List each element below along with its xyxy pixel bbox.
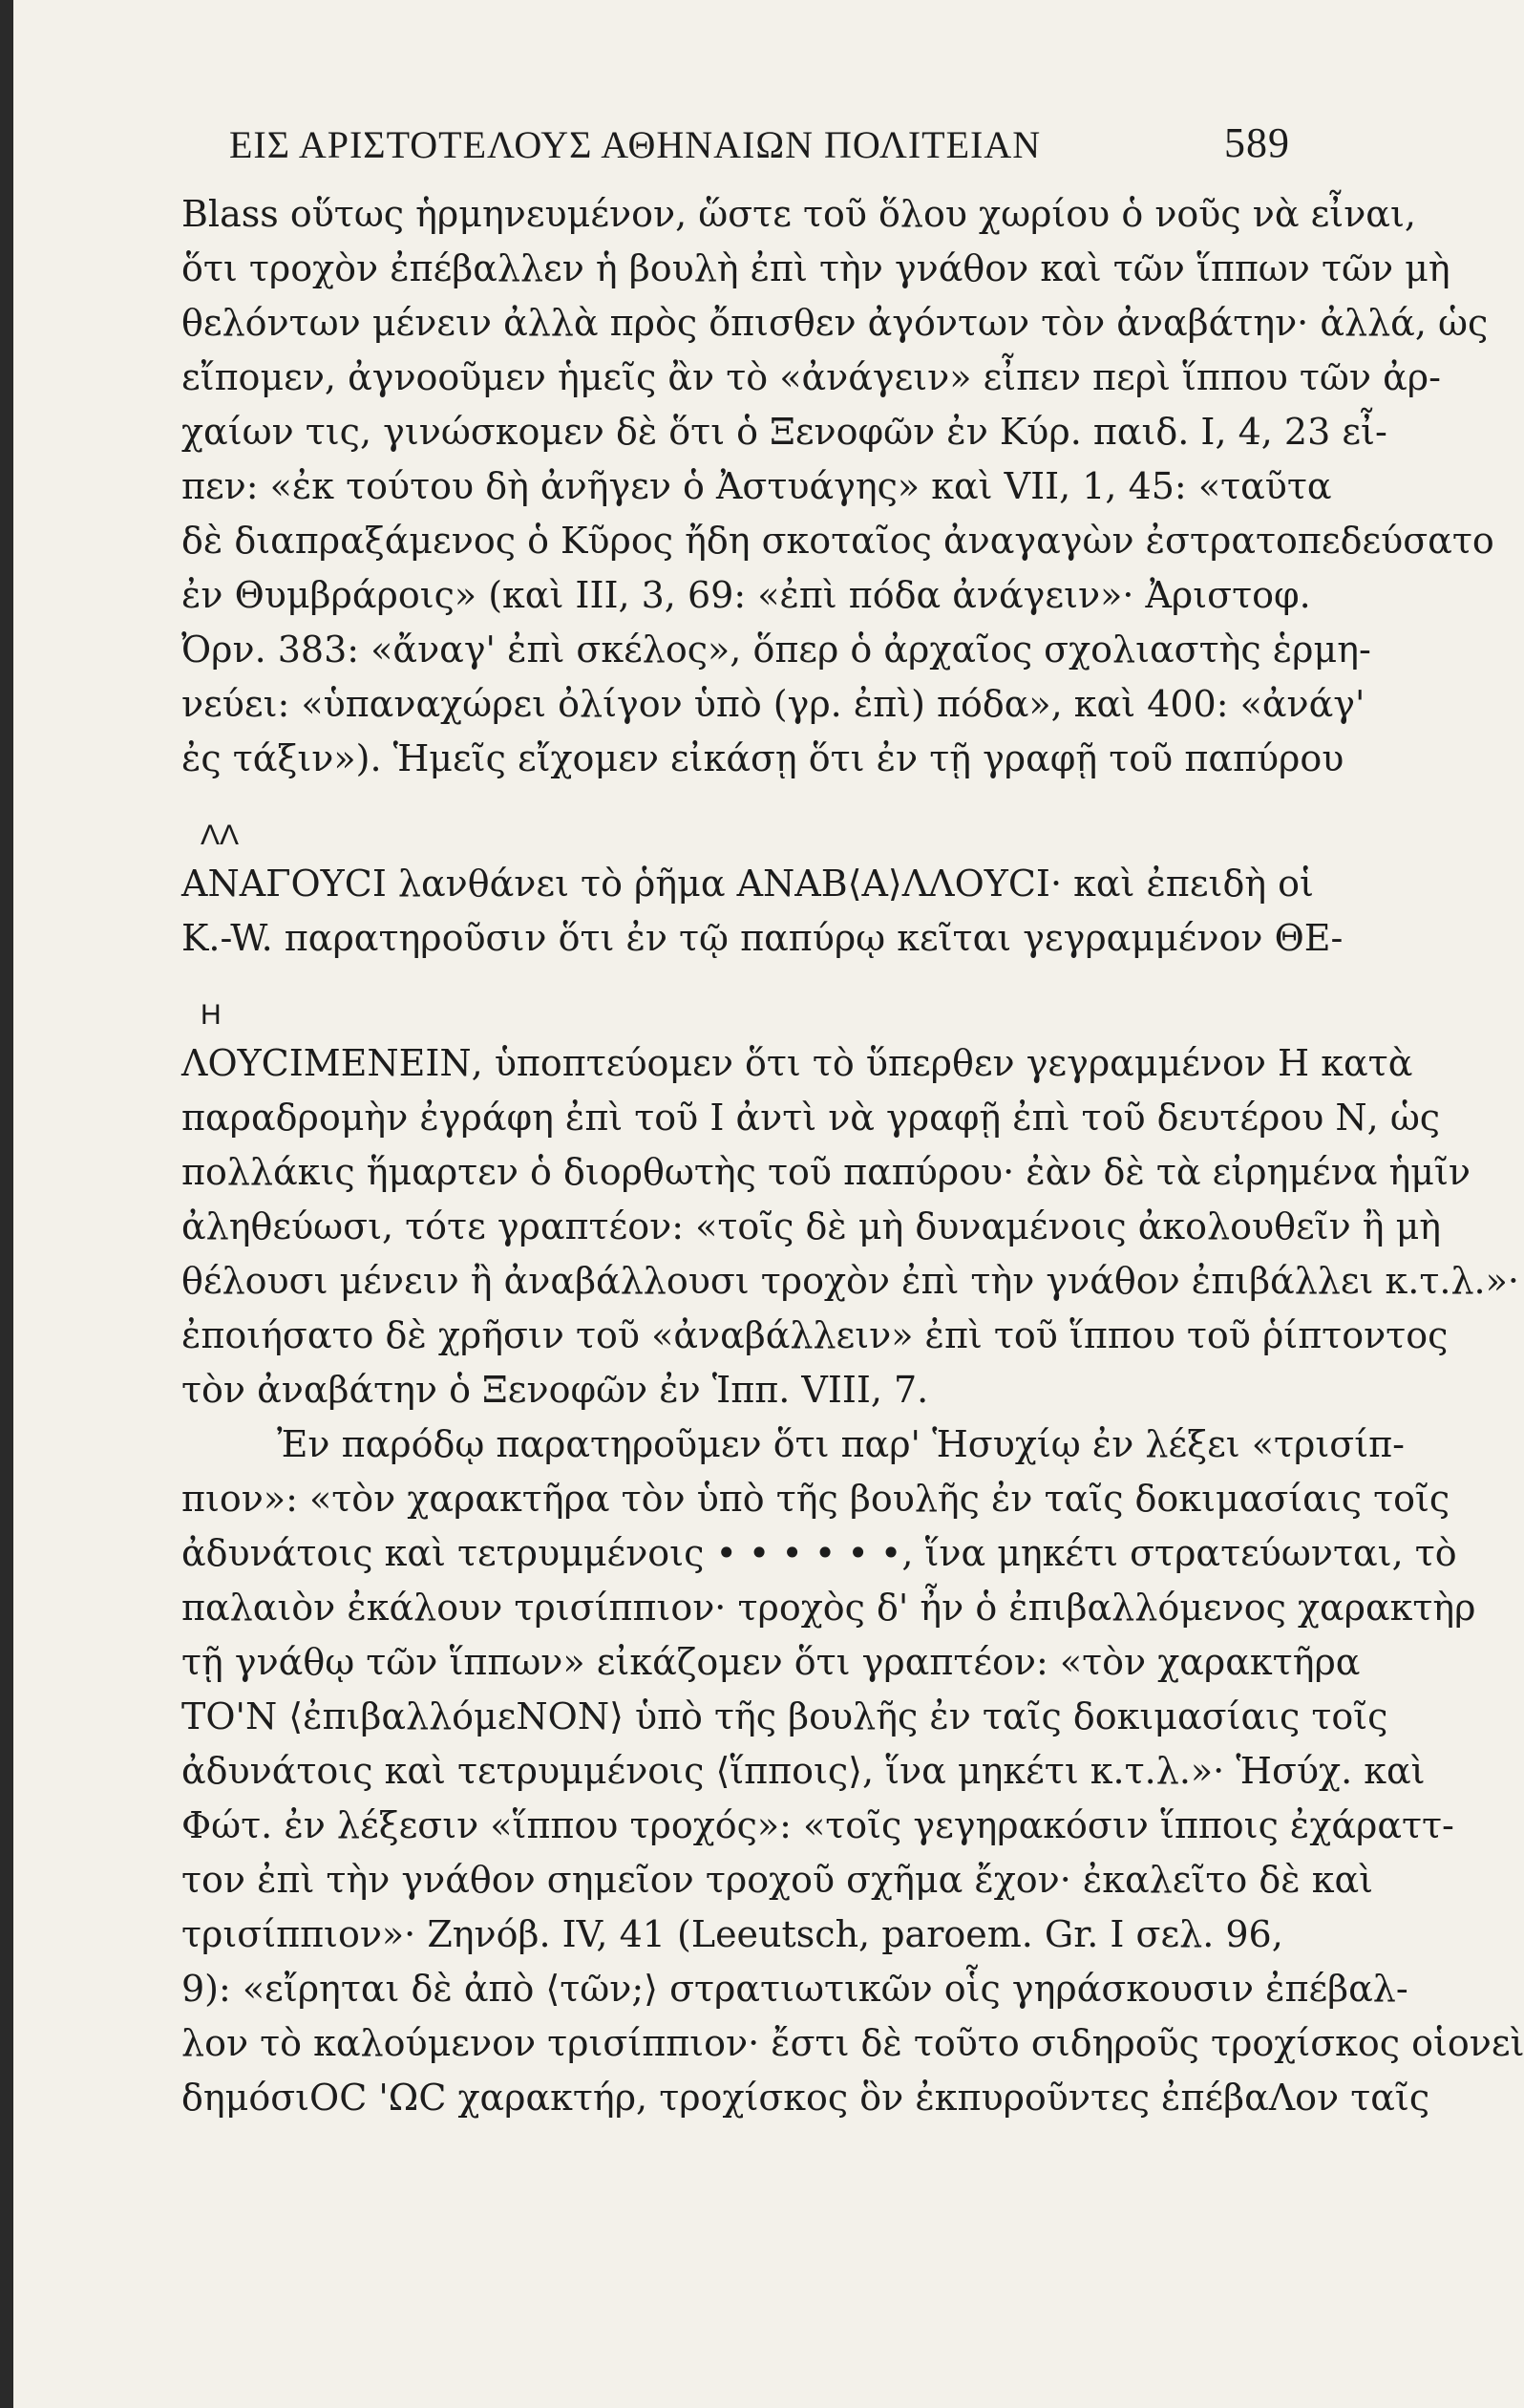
- text-line: ἐς τάξιν»). Ἡμεῖς εἴχομεν εἰκάσῃ ὅτι ἐν τῇ γραφῇ τοῦ παπύρου: [181, 737, 1344, 779]
- text-line: τρισίππιον»· Ζηνόβ. IV, 41 (Leeutsch, paroem. Gr. I σελ. 96,: [181, 1913, 1283, 1955]
- text-line: τὸν ἀναβάτην ὁ Ξενοφῶν ἐν Ἱππ. VIII, 7.: [181, 1369, 929, 1411]
- superscript-correction: Η: [201, 999, 222, 1031]
- text-line: πιον»: «τὸν χαρακτῆρα τὸν ὑπὸ τῆς βουλῆς ἐν ταῖς δοκιμασίαις τοῖς: [181, 1478, 1450, 1520]
- text-line: ἐποιήσατο δὲ χρῆσιν τοῦ «ἀναβάλλειν» ἐπὶ τοῦ ἵππου τοῦ ῥίπτοντος: [181, 1314, 1449, 1356]
- text-line: K.-W. παρατηροῦσιν ὅτι ἐν τῷ παπύρῳ κεῖται γεγραμμένον ΘΕ-: [181, 917, 1344, 959]
- paragraph-1: [181, 187, 1494, 786]
- text-line: Ἐν παρόδῳ παρατηροῦμεν ὅτι παρ' Ἡσυχίῳ ἐν λέξει «τρισίπ-: [277, 1423, 1405, 1465]
- paragraph-3: [181, 1036, 1519, 1417]
- scan-border: [0, 0, 13, 2408]
- text-line: θελόντων μένειν ἀλλὰ πρὸς ὄπισθεν ἀγόντων τὸν ἀναβάτην· ἀλλά, ὡς: [181, 302, 1489, 344]
- text-line: χαίων τις, γινώσκομεν δὲ ὅτι ὁ Ξενοφῶν ἐν Κύρ. παιδ. I, 4, 23 εἶ-: [181, 411, 1387, 453]
- text-line: εἴπομεν, ἀγνοοῦμεν ἡμεῖς ἂν τὸ «ἀνάγειν» εἶπεν περὶ ἵππου τῶν ἀρ-: [181, 356, 1441, 398]
- text-line: ΤΟ'Ν ⟨ἐπιβαλλόμεΝΟΝ⟩ ὑπὸ τῆς βουλῆς ἐν ταῖς δοκιμασίαις τοῖς: [181, 1695, 1388, 1737]
- text-line: τον ἐπὶ τὴν γνάθον σημεῖον τροχοῦ σχῆμα ἔχον· ἐκαλεῖτο δὲ καὶ: [181, 1859, 1374, 1901]
- page-number: 589: [1224, 119, 1290, 166]
- text-line: ΑΝΑΓΟΥϹΙ λανθάνει τὸ ῥῆμα ΑΝΑΒ⟨Α⟩ΛΛΟΥϹΙ· καὶ ἐπειδὴ οἱ: [181, 863, 1314, 905]
- paragraph-2: [181, 857, 1344, 966]
- text-line: Ὀρν. 383: «ἄναγ' ἐπὶ σκέλος», ὅπερ ὁ ἀρχαῖος σχολιαστὴς ἑρμη-: [181, 629, 1371, 671]
- text-line: Φώτ. ἐν λέξεσιν «ἵππου τροχός»: «τοῖς γεγηρακόσιν ἵπποις ἐχάραττ-: [181, 1804, 1454, 1846]
- text-line: πεν: «ἐκ τούτου δὴ ἀνῆγεν ὁ Ἀστυάγης» καὶ VII, 1, 45: «ταῦτα: [181, 465, 1332, 507]
- body-text: [181, 187, 1524, 2125]
- superscript-correction: ΛΛ: [201, 820, 240, 851]
- text-line: ἀδυνάτοις καὶ τετρυμμένοις • • • • • •, ἵνα μηκέτι στρατεύωνται, τὸ: [181, 1532, 1457, 1574]
- text-line: Blass οὕτως ἡρμηνευμένον, ὥστε τοῦ ὅλου χωρίου ὁ νοῦς νὰ εἶναι,: [181, 193, 1416, 235]
- text-line: 9): «εἴρηται δὲ ἀπὸ ⟨τῶν;⟩ στρατιωτικῶν οἷς γηράσκουσιν ἐπέβαλ-: [181, 1968, 1408, 2010]
- text-line: νεύει: «ὑπαναχώρει ὀλίγον ὑπὸ (γρ. ἐπὶ) πόδα», καὶ 400: «ἀνάγ': [181, 683, 1365, 725]
- text-line: πολλάκις ἥμαρτεν ὁ διορθωτὴς τοῦ παπύρου· ἐὰν δὲ τὰ εἰρημένα ἡμῖν: [181, 1151, 1471, 1193]
- text-line: δημόσιΟϹ 'ΩϹ χαρακτήρ, τροχίσκος ὃν ἐκπυροῦντες ἐπέβαΛον ταῖς: [181, 2077, 1430, 2119]
- text-line: ἀληθεύωσι, τότε γραπτέον: «τοῖς δὲ μὴ δυναμένοις ἀκολουθεῖν ἢ μὴ: [181, 1205, 1442, 1247]
- text-line: ἐν Θυμβράροις» (καὶ III, 3, 69: «ἐπὶ πόδα ἀνάγειν»· Ἀριστοφ.: [181, 574, 1311, 616]
- text-line: ἀδυνάτοις καὶ τετρυμμένοις ⟨ἵπποις⟩, ἵνα μηκέτι κ.τ.λ.»· Ἡσύχ. καὶ: [181, 1750, 1426, 1792]
- text-line: ΛΟΥϹΙΜΕΝΕΙΝ, ὑποπτεύομεν ὅτι τὸ ὕπερθεν γεγραμμένον Η κατὰ: [181, 1042, 1413, 1084]
- text-line: ὅτι τροχὸν ἐπέβαλλεν ἡ βουλὴ ἐπὶ τὴν γνάθον καὶ τῶν ἵππων τῶν μὴ: [181, 247, 1450, 289]
- running-head: ΕΙΣ ΑΡΙΣΤΟΤΕΛΟΥΣ ΑΘΗΝΑΙΩΝ ΠΟΛΙΤΕΙΑΝ: [229, 123, 1042, 166]
- page-header: [201, 113, 1290, 170]
- paragraph-4: [181, 1417, 1524, 2125]
- text-line: λον τὸ καλούμενον τρισίππιον· ἔστι δὲ τοῦτο σιδηροῦς τροχίσκος οἱονεὶ: [181, 2022, 1524, 2064]
- text-line: παλαιὸν ἐκάλουν τρισίππιον· τροχὸς δ' ἦν ὁ ἐπιβαλλόμενος χαρακτὴρ: [181, 1587, 1476, 1629]
- text-line: δὲ διαπραξάμενος ὁ Κῦρος ἤδη σκοταῖος ἀναγαγὼν ἐστρατοπεδεύσατο: [181, 520, 1494, 562]
- text-line: παραδρομὴν ἐγράφη ἐπὶ τοῦ Ι ἀντὶ νὰ γραφῇ ἐπὶ τοῦ δευτέρου Ν, ὡς: [181, 1097, 1441, 1139]
- text-line: θέλουσι μένειν ἢ ἀναβάλλουσι τροχὸν ἐπὶ τὴν γνάθον ἐπιβάλλει κ.τ.λ.»·: [181, 1260, 1519, 1302]
- text-line: τῇ γνάθῳ τῶν ἵππων» εἰκάζομεν ὅτι γραπτέον: «τὸν χαρακτῆρα: [181, 1641, 1361, 1683]
